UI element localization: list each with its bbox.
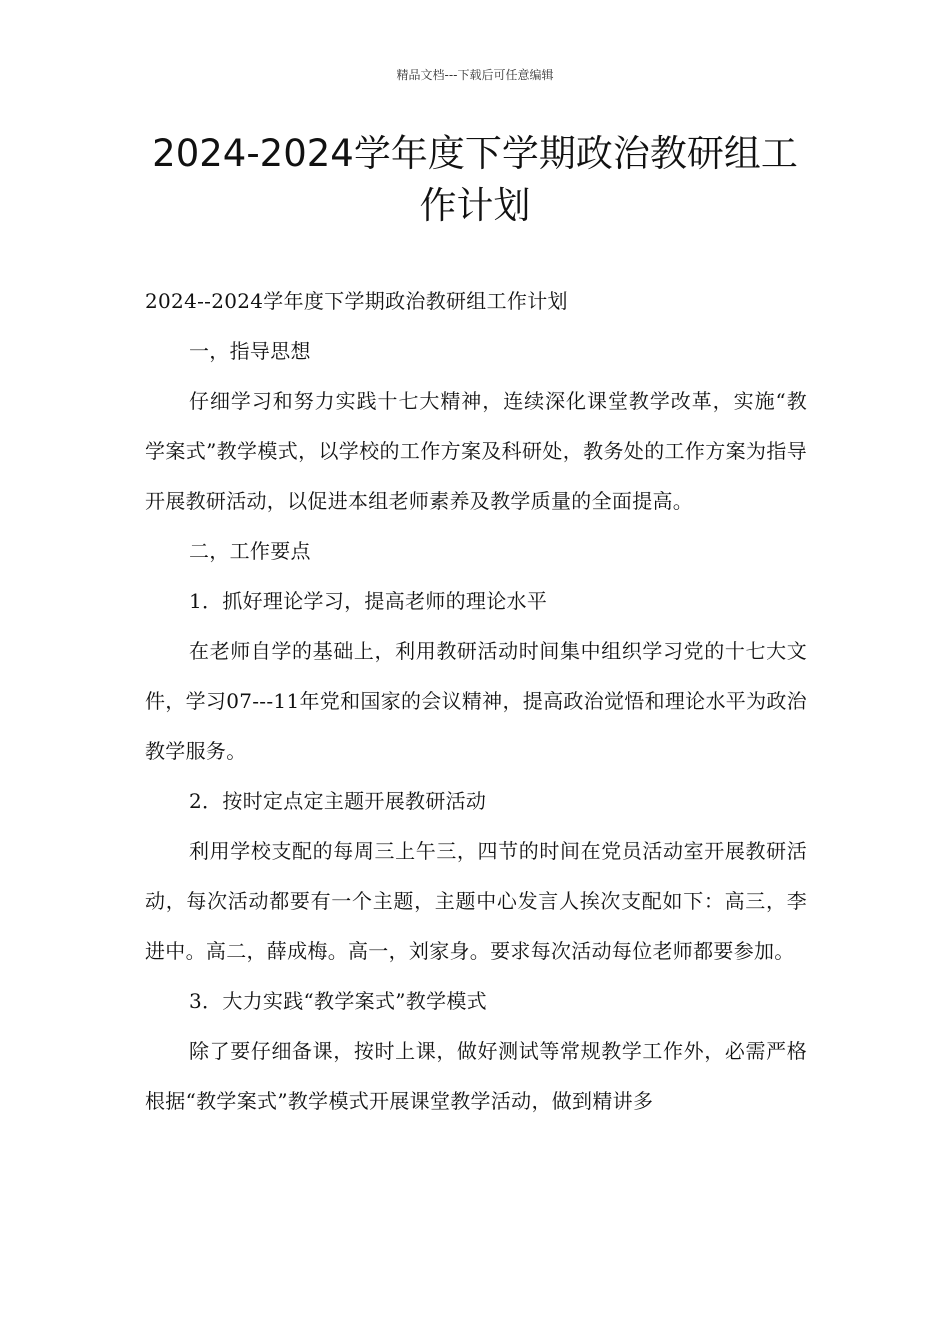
item-heading-1: 1．抓好理论学习，提高老师的理论水平: [189, 589, 548, 613]
item-heading-3: 3．大力实践“教学案式”教学模式: [189, 989, 487, 1013]
document-body: [145, 276, 807, 1126]
body-paragraph: 除了要仔细备课，按时上课，做好测试等常规教学工作外，必需严格根据“教学案式”教学模式开展课堂教学活动，做到精讲多: [145, 1039, 807, 1113]
title-line-2: 作计划: [419, 184, 531, 227]
subtitle-paragraph: 2024--2024学年度下学期政治教研组工作计划: [145, 289, 568, 313]
title-line-1: 2024-2024学年度下学期政治教研组工: [152, 132, 798, 175]
body-paragraph: 仔细学习和努力实践十七大精神，连续深化课堂教学改革，实施“教学案式”教学模式，以学校的工作方案及科研处，教务处的工作方案为指导开展教研活动，以促进本组老师素养及教学质量的全面提高。: [145, 389, 807, 513]
section-heading-work-points: 二，工作要点: [189, 539, 311, 563]
item-heading-2: 2．按时定点定主题开展教研活动: [189, 789, 487, 813]
body-paragraph: 在老师自学的基础上，利用教研活动时间集中组织学习党的十七大文件，学习07---11年党和国家的会议精神，提高政治觉悟和理论水平为政治教学服务。: [145, 639, 807, 763]
section-heading-guiding-thought: 一，指导思想: [189, 339, 311, 363]
document-title: [120, 128, 830, 232]
page-header: 精品文档---下载后可任意编辑: [396, 68, 554, 82]
body-paragraph: 利用学校支配的每周三上午三，四节的时间在党员活动室开展教研活动，每次活动都要有一个主题，主题中心发言人挨次支配如下：高三，李进中。高二，薛成梅。高一，刘家身。要求每次活动每位老师都要参加。: [145, 839, 807, 963]
